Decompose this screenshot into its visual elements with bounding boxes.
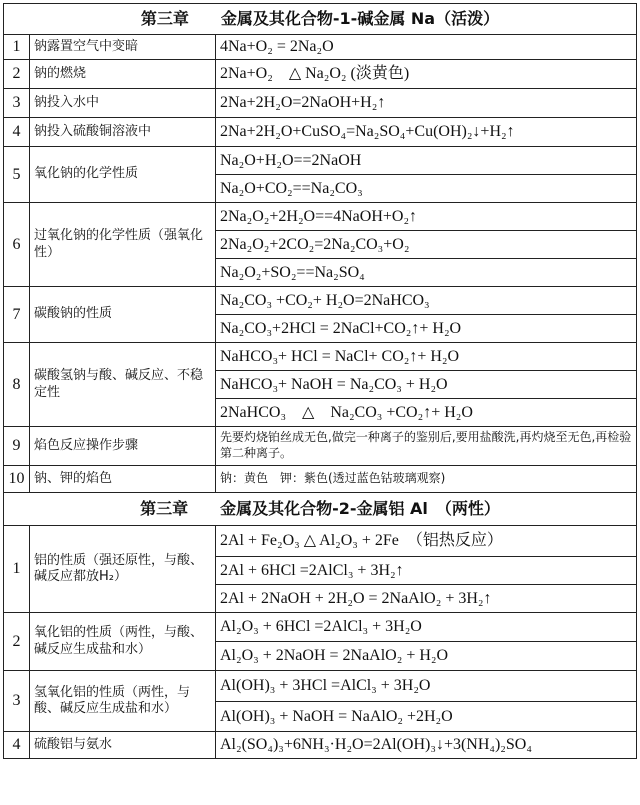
table-row [4,671,637,702]
note-cell: 先要灼烧铂丝成无色,做完一种离子的鉴别后,要用盐酸洗,再灼烧至无色,再检验第二种离子。 [216,427,637,466]
row-number: 4 [4,732,30,759]
row-number: 9 [4,427,30,466]
equation-cell: 2Na+2H₂O=2NaOH+H₂↑ [216,89,637,118]
equation-cell: Na₂O+H₂O==2NaOH [216,147,637,175]
row-number: 4 [4,118,30,147]
row-number: 2 [4,613,30,671]
row-item-label: 硫酸铝与氨水 [30,732,216,759]
equation-cell: Al₂O₃ + 2NaOH = 2NaAlO₂ + H₂O [216,642,637,671]
equation-cell: Na₂O₂+SO₂==Na₂SO₄ [216,259,637,287]
table-row [4,60,637,89]
row-item-label: 钠投入水中 [30,89,216,118]
row-number: 3 [4,89,30,118]
equation-cell: Na₂CO₃ +CO₂+ H₂O=2NaHCO₃ [216,287,637,315]
section-header-row [4,493,637,526]
chemistry-table [3,3,637,759]
row-item-label: 氧化钠的化学性质 [30,147,216,203]
row-item-label: 氢氧化铝的性质（两性，与酸、碱反应生成盐和水） [30,671,216,732]
row-item-label: 碳酸氢钠与酸、碱反应、不稳定性 [30,343,216,427]
row-item-label: 钠露置空气中变暗 [30,35,216,60]
row-item-label: 焰色反应操作步骤 [30,427,216,466]
equation-cell: Al(OH)₃ + 3HCl =AlCl₃ + 3H₂O [216,671,637,702]
row-number: 7 [4,287,30,343]
table-row [4,526,637,557]
row-number: 3 [4,671,30,732]
row-item-label: 碳酸钠的性质 [30,287,216,343]
equation-cell: 2Al + 2NaOH + 2H₂O = 2NaAlO₂ + 3H₂↑ [216,585,637,613]
row-number: 2 [4,60,30,89]
equation-cell: 4Na+O₂ = 2Na₂O [216,35,637,60]
table-row [4,613,637,642]
equation-cell: 2Na₂O₂+2CO₂=2Na₂CO₃+O₂ [216,231,637,259]
row-item-label: 过氧化钠的化学性质（强氧化性） [30,203,216,287]
table-row [4,35,637,60]
section-header-row [4,4,637,35]
note-cell: 钠：黄色 钾：紫色(透过蓝色钴玻璃观察) [216,466,637,493]
equation-cell: 2Al + 6HCl =2AlCl₃ + 3H₂↑ [216,557,637,585]
table-row [4,343,637,371]
equation-cell: 2Al + Fe₂O₃ △ Al₂O₃ + 2Fe （铝热反应） [216,526,637,557]
table-row [4,203,637,231]
row-number: 6 [4,203,30,287]
equation-cell: NaHCO₃+ HCl = NaCl+ CO₂↑+ H₂O [216,343,637,371]
table-row [4,427,637,466]
table-row [4,89,637,118]
equation-cell: 2Na+O₂ △ Na₂O₂ (淡黄色) [216,60,637,89]
row-item-label: 钠投入硫酸铜溶液中 [30,118,216,147]
equation-cell: Al(OH)₃ + NaOH = NaAlO₂ +2H₂O [216,702,637,732]
equation-cell: NaHCO₃+ NaOH = Na₂CO₃ + H₂O [216,371,637,399]
row-item-label: 钠、钾的焰色 [30,466,216,493]
row-number: 1 [4,35,30,60]
table-row [4,287,637,315]
equation-cell: Na₂CO₃+2HCl = 2NaCl+CO₂↑+ H₂O [216,315,637,343]
equation-cell: 2Na₂O₂+2H₂O==4NaOH+O₂↑ [216,203,637,231]
row-number: 1 [4,526,30,613]
equation-cell: Al₂O₃ + 6HCl =2AlCl₃ + 3H₂O [216,613,637,642]
table-row [4,466,637,493]
row-number: 8 [4,343,30,427]
section-title: 第三章 金属及其化合物-1-碱金属 Na（活泼） [4,4,637,35]
section-title: 第三章 金属及其化合物-2-金属铝 Al （两性） [4,493,637,526]
table-row [4,732,637,759]
equation-cell: 2Na+2H₂O+CuSO₄=Na₂SO₄+Cu(OH)₂↓+H₂↑ [216,118,637,147]
row-item-label: 钠的燃烧 [30,60,216,89]
row-number: 5 [4,147,30,203]
table-row [4,118,637,147]
equation-cell: Na₂O+CO₂==Na₂CO₃ [216,175,637,203]
equation-cell: 2NaHCO₃ △ Na₂CO₃ +CO₂↑+ H₂O [216,399,637,427]
table-row [4,147,637,175]
row-number: 10 [4,466,30,493]
row-item-label: 氧化铝的性质（两性，与酸、碱反应生成盐和水） [30,613,216,671]
equation-cell: Al₂(SO₄)₃+6NH₃·H₂O=2Al(OH)₃↓+3(NH₄)₂SO₄ [216,732,637,759]
row-item-label: 铝的性质（强还原性，与酸、碱反应都放H₂） [30,526,216,613]
